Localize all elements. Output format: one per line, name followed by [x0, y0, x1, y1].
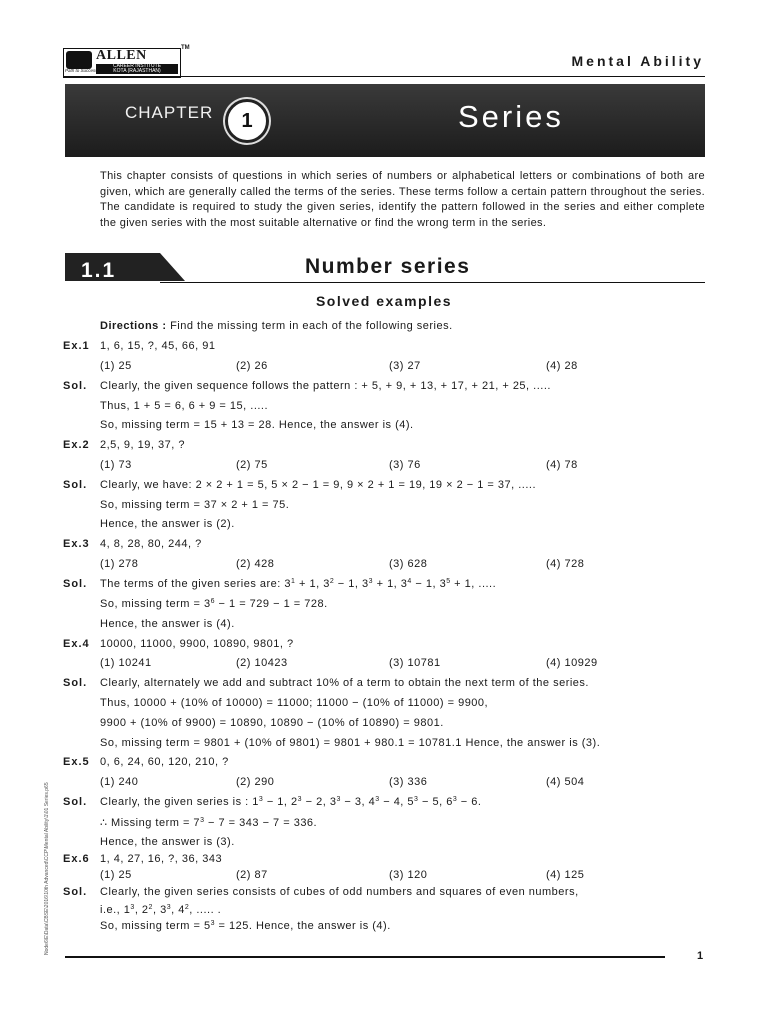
ex4-option-3: (3) 10781 [389, 657, 441, 669]
sol6-line: i.e., $1^3$, $2^2$, $3^3$, $4^2$, ..... . [100, 904, 222, 916]
sol5-label: Sol. [63, 796, 88, 808]
section-rule [160, 282, 705, 283]
header-rule [63, 76, 705, 77]
sol5-line: Hence, the answer is (3). [100, 836, 235, 848]
sol2-line: Hence, the answer is (2). [100, 518, 235, 530]
ex6-option-2: (2) 87 [236, 869, 268, 881]
ex4-option-1: (1) 10241 [100, 657, 152, 669]
ex3-option-2: (2) 428 [236, 558, 275, 570]
intro-paragraph: This chapter consists of questions in which series of numbers or alphabetical letters or combinations of both are given, which are generally called the terms of the series. These terms follow a certain pattern throughout the series. The candidate is required to study the given series, identify the pattern followed in the series and either complete the given series with the most suitable alternative or find the wrong term in the series. [100, 170, 705, 229]
ex2-option-1: (1) 73 [100, 459, 132, 471]
ex1-label: Ex.1 [63, 340, 90, 352]
sol4-line: So, missing term = 9801 + (10% of 9801) = 9801 + 980.1 = 10781.1 Hence, the answer is (3). [100, 737, 601, 749]
ex6-option-4: (4) 125 [546, 869, 585, 881]
sol1-line: Thus, 1 + 5 = 6, 6 + 9 = 15, ..... [100, 400, 269, 412]
ex6-question: 1, 4, 27, 16, ?, 36, 343 [100, 853, 223, 865]
sol5-line: ∴ Missing term = $7^3 - 7 = 343 - 7 = 336$. [100, 817, 318, 829]
sol3-line: The terms of the given series are: $3^1 + 1$, $3^2 - 1$, $3^3 + 1$, $3^4 - 1$, $3^5 + 1$, ..... [100, 578, 497, 590]
ex6-option-3: (3) 120 [389, 869, 428, 881]
side-print: Node6\E\Data\CBSE\2016\10th Advanced\CCP\Mental Ability\1\01 Series.p65 [44, 782, 50, 955]
directions [100, 320, 453, 332]
ex3-option-1: (1) 278 [100, 558, 139, 570]
logo-band [96, 64, 178, 74]
trademark: TM [181, 45, 190, 51]
ex4-question: 10000, 11000, 9900, 10890, 9801, ? [100, 638, 294, 650]
page-number: 1 [697, 950, 704, 962]
ex2-option-2: (2) 75 [236, 459, 268, 471]
ex5-option-1: (1) 240 [100, 776, 139, 788]
ex5-label: Ex.5 [63, 756, 90, 768]
header-section-title: Mental Ability [571, 53, 704, 69]
ex1-option-1: (1) 25 [100, 360, 132, 372]
ex2-option-4: (4) 78 [546, 459, 578, 471]
logo-tagline: Path to Success [65, 68, 98, 73]
chapter-word: CHAPTER [125, 103, 214, 122]
sol3-label: Sol. [63, 578, 88, 590]
ex1-option-4: (4) 28 [546, 360, 578, 372]
sol4-line: Clearly, alternately we add and subtract 10% of a term to obtain the next term of the series. [100, 677, 589, 689]
solved-examples-title: Solved examples [315, 293, 453, 309]
logo-sub: CAREER INSTITUTE [112, 63, 162, 69]
sol6-label: Sol. [63, 886, 88, 898]
sol2-line: Clearly, we have: 2 × 2 + 1 = 5, 5 × 2 − 1 = 9, 9 × 2 + 1 = 19, 19 × 2 − 1 = 37, ..... [100, 479, 537, 491]
sol2-label: Sol. [63, 479, 88, 491]
ex2-label: Ex.2 [63, 439, 90, 451]
logo-city: KOTA (RAJASTHAN) [113, 68, 161, 74]
ex5-option-2: (2) 290 [236, 776, 275, 788]
sol3-line: So, missing term = $3^6 - 1 = 729 - 1 = 728$. [100, 598, 328, 610]
sol4-line: Thus, 10000 + (10% of 10000) = 11000; 11000 − (10% of 11000) = 9900, [100, 697, 489, 709]
ex6-label: Ex.6 [63, 853, 90, 865]
sol5-line: Clearly, the given series is : $1^3 - 1$, $2^3 - 2$, $3^3 - 3$, $4^3 - 4$, $5^3 - 5$, $6^3 - 6$. [100, 796, 482, 808]
ex1-question: 1, 6, 15, ?, 45, 66, 91 [100, 340, 216, 352]
sol6-line: So, missing term = $5^3 = 125$. Hence, the answer is (4). [100, 920, 391, 932]
sol6-line: Clearly, the given series consists of cubes of odd numbers and squares of even numbers, [100, 886, 579, 898]
directions-text: Find the missing term in each of the following series. [170, 320, 453, 332]
sol3-line: Hence, the answer is (4). [100, 618, 235, 630]
ex3-option-4: (4) 728 [546, 558, 585, 570]
chapter-title: Series [458, 99, 564, 134]
section-number: 1.1 [81, 259, 117, 282]
ex4-label: Ex.4 [63, 638, 90, 650]
directions-label: Directions : [100, 320, 167, 332]
ex5-option-3: (3) 336 [389, 776, 428, 788]
section-title: Number series [305, 255, 471, 278]
sol4-label: Sol. [63, 677, 88, 689]
logo-name: ALLEN [96, 48, 147, 63]
ex5-question: 0, 6, 24, 60, 120, 210, ? [100, 756, 229, 768]
ex3-option-3: (3) 628 [389, 558, 428, 570]
ex5-option-4: (4) 504 [546, 776, 585, 788]
allen-logo [63, 48, 181, 78]
ex4-option-4: (4) 10929 [546, 657, 598, 669]
sol1-line: So, missing term = 15 + 13 = 28. Hence, the answer is (4). [100, 419, 414, 431]
ex2-option-3: (3) 76 [389, 459, 421, 471]
ex1-option-3: (3) 27 [389, 360, 421, 372]
sol1-label: Sol. [63, 380, 88, 392]
footer-rule [65, 956, 665, 958]
ex1-option-2: (2) 26 [236, 360, 268, 372]
ex3-label: Ex.3 [63, 538, 90, 550]
chapter-number: 1 [225, 99, 269, 143]
ex4-option-2: (2) 10423 [236, 657, 288, 669]
logo-car-icon [66, 51, 92, 69]
sol2-line: So, missing term = 37 × 2 + 1 = 75. [100, 499, 290, 511]
sol1-line: Clearly, the given sequence follows the pattern : + 5, + 9, + 13, + 17, + 21, + 25, ..... [100, 380, 551, 392]
ex6-option-1: (1) 25 [100, 869, 132, 881]
ex3-question: 4, 8, 28, 80, 244, ? [100, 538, 202, 550]
sol4-line: 9900 + (10% of 9900) = 10890, 10890 − (10% of 10890) = 9801. [100, 717, 444, 729]
ex2-question: 2,5, 9, 19, 37, ? [100, 439, 185, 451]
